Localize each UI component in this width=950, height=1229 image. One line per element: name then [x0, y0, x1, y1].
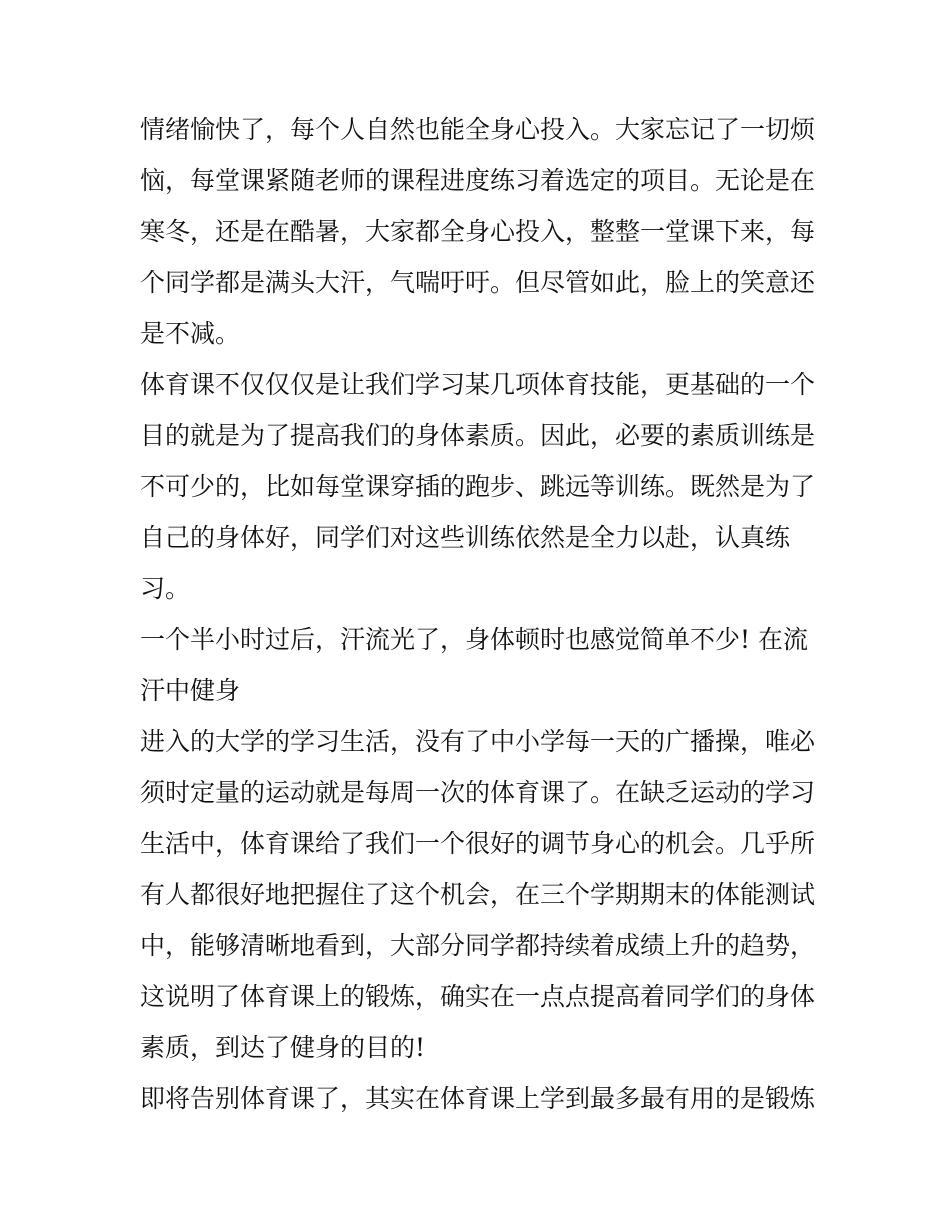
text-line: 汗中健身 [140, 676, 241, 705]
text-line: 这说明了体育课上的锻炼，确实在一点点提高着同学们的身体 [140, 982, 816, 1011]
text-line: 个同学都是满头大汗，气喘吁吁。但尽管如此，脸上的笑意还 [140, 268, 816, 297]
text-line: 一个半小时过后，汗流光了，身体顿时也感觉简单不少! 在流 [140, 625, 808, 654]
text-line: 恼，每堂课紧随老师的课程进度练习着选定的项目。无论是在 [140, 166, 816, 195]
text-line: 即将告别体育课了，其实在体育课上学到最多最有用的是锻炼 [140, 1084, 816, 1113]
text-line: 中，能够清晰地看到，大部分同学都持续着成绩上升的趋势， [140, 931, 816, 960]
text-line: 情绪愉快了，每个人自然也能全身心投入。大家忘记了一切烦 [140, 115, 816, 144]
text-line: 有人都很好地把握住了这个机会，在三个学期期末的体能测试 [140, 880, 816, 909]
text-line: 是不减。 [140, 319, 241, 348]
text-line: 目的就是为了提高我们的身体素质。因此，必要的素质训练是 [140, 421, 816, 450]
text-line: 习。 [140, 574, 191, 603]
text-line: 自己的身体好，同学们对这些训练依然是全力以赴，认真练 [140, 523, 791, 552]
text-line: 不可少的，比如每堂课穿插的跑步、跳远等训练。既然是为了 [140, 472, 816, 501]
text-line: 进入的大学的学习生活，没有了中小学每一天的广播操，唯必 [140, 727, 816, 756]
document-body [140, 104, 820, 1124]
text-line: 素质，到达了健身的目的! [140, 1033, 426, 1062]
text-line: 须时定量的运动就是每周一次的体育课了。在缺乏运动的学习 [140, 778, 816, 807]
text-line: 体育课不仅仅仅是让我们学习某几项体育技能，更基础的一个 [140, 370, 816, 399]
text-line: 生活中，体育课给了我们一个很好的调节身心的机会。几乎所 [140, 829, 816, 858]
text-line: 寒冬，还是在酷暑，大家都全身心投入，整整一堂课下来，每 [140, 217, 816, 246]
